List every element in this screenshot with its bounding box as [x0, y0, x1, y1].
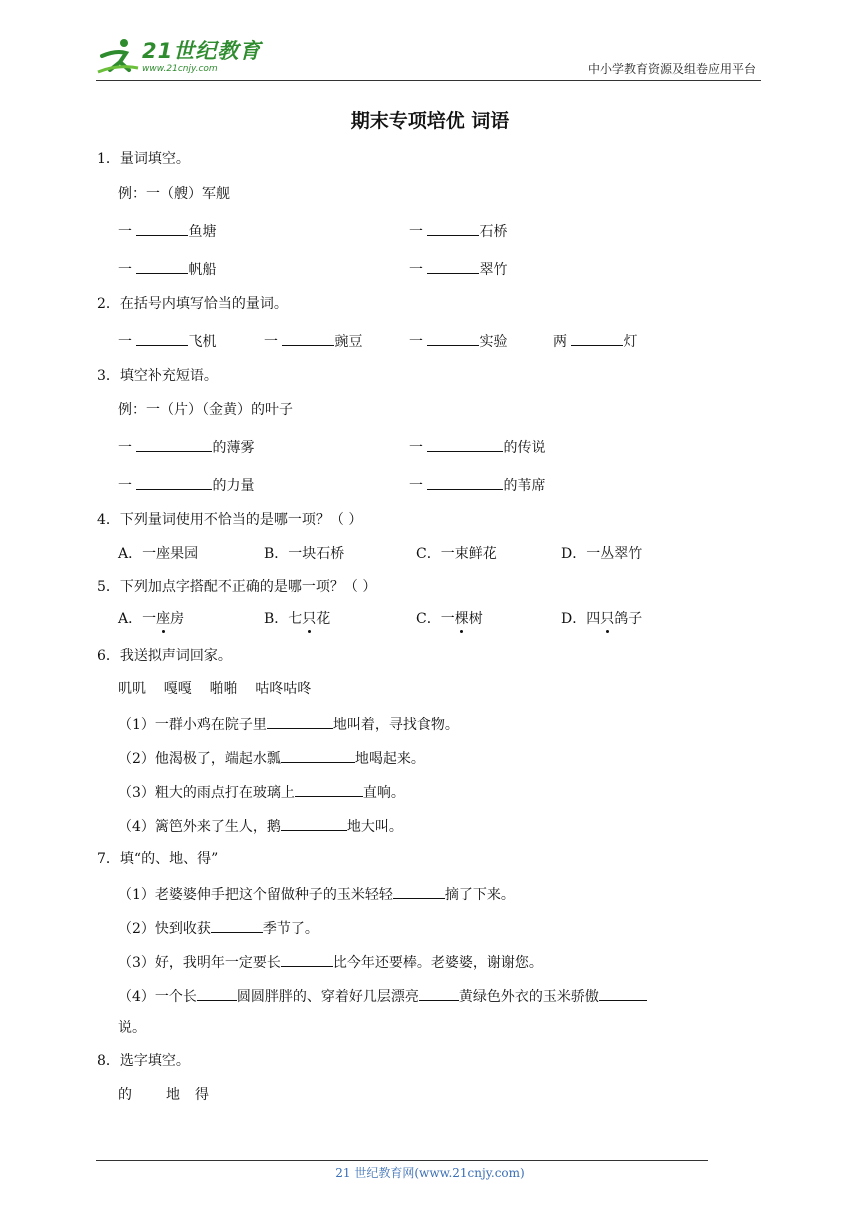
answer-blank[interactable]: [281, 750, 355, 763]
answer-blank[interactable]: [571, 333, 623, 346]
q7-sentence-4: （4）一个长 圆圆胖胖的、穿着好几层漂亮 黄绿色外衣的玉米骄傲: [118, 988, 647, 1004]
q8-choice-2: 地: [166, 1087, 180, 1103]
answer-blank[interactable]: [197, 988, 237, 1001]
answer-blank[interactable]: [282, 333, 334, 346]
q1-item-4: 一 翠竹: [409, 262, 508, 278]
q1-item-1: 一 鱼塘: [118, 224, 217, 240]
q6-sentence-4: （4）篱笆外来了生人，鹅 地大叫。: [118, 819, 403, 835]
q3-item-1: 一 的薄雾: [118, 440, 255, 456]
dotted-char: 只: [302, 611, 317, 627]
q1-stem: 1．量词填空。: [97, 151, 190, 167]
q5-stem: 5．下列加点字搭配不正确的是哪一项？（ ）: [97, 579, 377, 595]
q4-option-a[interactable]: A．一座果园: [118, 546, 199, 562]
q6-sentence-3: （3）粗大的雨点打在玻璃上 直响。: [118, 785, 405, 801]
site-logo: [96, 36, 266, 78]
platform-name: 中小学教育资源及组卷应用平台: [587, 62, 756, 76]
q8-stem: 8．选字填空。: [97, 1053, 190, 1069]
q7-sentence-4-end: 说。: [118, 1020, 146, 1036]
q5-option-a[interactable]: A．一座房: [118, 611, 185, 627]
answer-blank[interactable]: [599, 988, 647, 1001]
q7-sentence-1: （1）老婆婆伸手把这个留做种子的玉米轻轻 摘了下来。: [118, 887, 515, 903]
q6-word-bank: 叽叽 嘎嘎 啪啪 咕咚咕咚: [118, 681, 312, 697]
q4-option-b[interactable]: B．一块石桥: [264, 546, 345, 562]
answer-blank[interactable]: [393, 886, 445, 899]
q2-item-4: 两 灯: [553, 334, 638, 350]
answer-blank[interactable]: [295, 784, 363, 797]
q1-example: 例：一（艘）军舰: [118, 186, 230, 202]
logo-url: www.21cnjy.com: [142, 64, 218, 74]
q2-item-2: 一 豌豆: [264, 334, 363, 350]
answer-blank[interactable]: [136, 223, 188, 236]
answer-blank[interactable]: [427, 439, 503, 452]
logo-text: 21世纪教育: [142, 39, 262, 63]
q3-stem: 3．填空补充短语。: [97, 368, 218, 384]
header-divider: [96, 80, 761, 81]
q2-stem: 2．在括号内填写恰当的量词。: [97, 296, 288, 312]
answer-blank[interactable]: [136, 261, 188, 274]
answer-blank[interactable]: [281, 954, 333, 967]
q6-sentence-2: （2）他渴极了，端起水瓢 地喝起来。: [118, 751, 425, 767]
q8-choice-3: 得: [195, 1087, 209, 1103]
q2-item-1: 一 飞机: [118, 334, 217, 350]
footer-divider: [96, 1160, 708, 1161]
runner-icon: [96, 36, 140, 76]
q1-item-3: 一 帆船: [118, 262, 217, 278]
q4-option-d[interactable]: D．一丛翠竹: [561, 546, 643, 562]
answer-blank[interactable]: [136, 333, 188, 346]
q5-option-c[interactable]: C．一棵树: [416, 611, 483, 627]
answer-blank[interactable]: [427, 477, 503, 490]
answer-blank[interactable]: [427, 223, 479, 236]
q3-item-3: 一 的力量: [118, 478, 255, 494]
q8-choice-1: 的: [118, 1087, 132, 1103]
answer-blank[interactable]: [211, 920, 263, 933]
q1-item-2: 一 石桥: [409, 224, 508, 240]
q7-sentence-2: （2）快到收获 季节了。: [118, 921, 319, 937]
answer-blank[interactable]: [281, 818, 347, 831]
q7-stem: 7．填“的、地、得”: [97, 851, 219, 867]
answer-blank[interactable]: [267, 716, 333, 729]
q6-stem: 6．我送拟声词回家。: [97, 648, 232, 664]
q5-option-d[interactable]: D．四只鸽子: [561, 611, 643, 627]
q4-option-c[interactable]: C．一束鲜花: [416, 546, 497, 562]
answer-blank[interactable]: [419, 988, 459, 1001]
q5-option-b[interactable]: B．七只花: [264, 611, 331, 627]
q4-stem: 4．下列量词使用不恰当的是哪一项？（ ）: [97, 512, 363, 528]
q2-item-3: 一 实验: [409, 334, 508, 350]
q3-example: 例：一（片）（金黄）的叶子: [118, 402, 293, 418]
answer-blank[interactable]: [427, 261, 479, 274]
q6-sentence-1: （1）一群小鸡在院子里 地叫着，寻找食物。: [118, 717, 459, 733]
dotted-char: 只: [600, 611, 615, 627]
footer-link[interactable]: 21 世纪教育网(www.21cnjy.com): [335, 1166, 525, 1180]
q3-item-2: 一 的传说: [409, 440, 546, 456]
dotted-char: 棵: [454, 611, 469, 627]
q7-sentence-3: （3）好，我明年一定要长 比今年还要棒。老婆婆，谢谢您。: [118, 955, 543, 971]
q3-item-4: 一 的苇席: [409, 478, 546, 494]
answer-blank[interactable]: [136, 477, 212, 490]
answer-blank[interactable]: [136, 439, 212, 452]
answer-blank[interactable]: [427, 333, 479, 346]
page-title: 期末专项培优 词语: [350, 110, 510, 132]
dotted-char: 座: [156, 611, 171, 627]
